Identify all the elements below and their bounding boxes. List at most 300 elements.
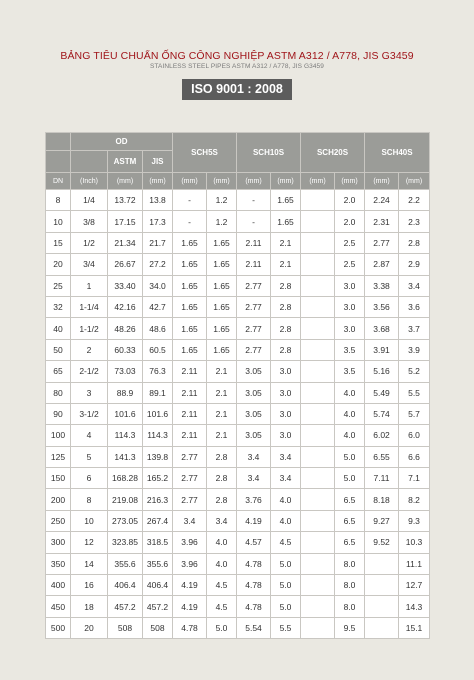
table-cell: 4.19	[173, 596, 207, 617]
table-cell: 7.11	[365, 468, 399, 489]
table-row	[46, 403, 430, 424]
table-cell: 48.26	[108, 318, 143, 339]
table-cell: 3.38	[365, 275, 399, 296]
table-cell: 3.68	[365, 318, 399, 339]
table-cell: 4.0	[271, 489, 301, 510]
table-cell: 5	[71, 446, 108, 467]
table-cell: 9.27	[365, 510, 399, 531]
table-cell: 165.2	[143, 468, 173, 489]
table-cell: 508	[143, 617, 173, 638]
table-cell: 3.56	[365, 296, 399, 317]
table-cell: 48.6	[143, 318, 173, 339]
table-cell: 4.19	[237, 510, 271, 531]
table-cell: 500	[46, 617, 71, 638]
table-cell: 267.4	[143, 510, 173, 531]
table-cell: 10	[71, 510, 108, 531]
table-cell: 2.8	[271, 318, 301, 339]
table-cell	[301, 254, 335, 275]
unit-header-cell: (mm)	[207, 173, 237, 190]
table-cell: 3.4	[271, 446, 301, 467]
table-cell: 3.4	[237, 468, 271, 489]
table-cell: 2.77	[237, 339, 271, 360]
table-cell: 2.77	[237, 275, 271, 296]
table-cell: 2.8	[399, 232, 430, 253]
pipe-spec-table	[45, 132, 430, 639]
table-cell: 16	[71, 575, 108, 596]
table-cell: 15	[46, 232, 71, 253]
table-cell: 4.5	[271, 532, 301, 553]
table-cell: 7.1	[399, 468, 430, 489]
table-cell: 60.5	[143, 339, 173, 360]
table-cell: 2.87	[365, 254, 399, 275]
unit-header-cell: (mm)	[173, 173, 207, 190]
table-cell: 200	[46, 489, 71, 510]
table-cell: 3.5	[335, 361, 365, 382]
table-cell: 3.76	[237, 489, 271, 510]
table-cell: 2.8	[207, 446, 237, 467]
table-cell: 80	[46, 382, 71, 403]
table-cell: 20	[46, 254, 71, 275]
table-cell: 1.65	[173, 254, 207, 275]
table-cell: 150	[46, 468, 71, 489]
table-cell: 60.33	[108, 339, 143, 360]
table-cell: 3.4	[173, 510, 207, 531]
table-cell: 2	[71, 339, 108, 360]
table-cell: 4.78	[173, 617, 207, 638]
table-cell: 73.03	[108, 361, 143, 382]
table-cell: 8	[46, 190, 71, 211]
table-cell: 300	[46, 532, 71, 553]
unit-header-cell: (mm)	[108, 173, 143, 190]
table-cell: 2.1	[271, 254, 301, 275]
table-cell: 50	[46, 339, 71, 360]
table-row	[46, 468, 430, 489]
table-cell: 457.2	[143, 596, 173, 617]
table-row	[46, 339, 430, 360]
table-cell: 90	[46, 403, 71, 424]
table-cell: 3/8	[71, 211, 108, 232]
table-row	[46, 232, 430, 253]
table-cell: 355.6	[143, 553, 173, 574]
table-cell: 33.40	[108, 275, 143, 296]
table-cell: 2.9	[399, 254, 430, 275]
table-cell: 355.6	[108, 553, 143, 574]
table-cell: 4	[71, 425, 108, 446]
unit-header-cell: (mm)	[237, 173, 271, 190]
table-cell: 2.77	[365, 232, 399, 253]
table-cell: 8	[71, 489, 108, 510]
table-cell: 5.0	[271, 553, 301, 574]
table-row	[46, 489, 430, 510]
table-cell: 6.5	[335, 532, 365, 553]
table-cell: 12.7	[399, 575, 430, 596]
table-cell: 3.0	[271, 403, 301, 424]
table-cell: 1.65	[271, 211, 301, 232]
table-cell: 10	[46, 211, 71, 232]
table-cell	[301, 425, 335, 446]
header-blank-cell	[46, 133, 71, 151]
unit-header-cell: (mm)	[365, 173, 399, 190]
table-cell: 100	[46, 425, 71, 446]
table-cell: 8.0	[335, 553, 365, 574]
table-cell: 3.4	[399, 275, 430, 296]
table-cell: 6.5	[335, 489, 365, 510]
table-cell: 1.65	[173, 296, 207, 317]
table-cell: 3.91	[365, 339, 399, 360]
table-cell	[365, 617, 399, 638]
table-cell: 17.3	[143, 211, 173, 232]
table-cell	[301, 339, 335, 360]
table-cell: 8.0	[335, 596, 365, 617]
table-cell: 2.8	[271, 296, 301, 317]
table-cell	[301, 275, 335, 296]
table-cell: 4.78	[237, 553, 271, 574]
table-cell: 2.5	[335, 232, 365, 253]
table-cell	[301, 446, 335, 467]
unit-header-cell: (mm)	[335, 173, 365, 190]
table-cell: 4.0	[207, 553, 237, 574]
table-cell: 3.4	[237, 446, 271, 467]
table-cell: 2.24	[365, 190, 399, 211]
table-cell: 18	[71, 596, 108, 617]
table-cell: 2.11	[173, 361, 207, 382]
table-cell: 14.3	[399, 596, 430, 617]
table-cell: 2.31	[365, 211, 399, 232]
table-cell: 219.08	[108, 489, 143, 510]
table-cell: 2.3	[399, 211, 430, 232]
header-sch5s: SCH5S	[173, 133, 237, 173]
table-cell: 2.1	[207, 403, 237, 424]
table-cell: 21.7	[143, 232, 173, 253]
table-cell: 9.5	[335, 617, 365, 638]
table-cell: 4.0	[335, 425, 365, 446]
table-cell: 168.28	[108, 468, 143, 489]
table-cell: 4.57	[237, 532, 271, 553]
table-cell: 32	[46, 296, 71, 317]
table-cell: 8.18	[365, 489, 399, 510]
page-subtitle: STAINLESS STEEL PIPES ASTM A312 / A778, JIS G3459	[150, 63, 324, 70]
table-cell: 2.11	[237, 254, 271, 275]
table-cell: 1.65	[173, 318, 207, 339]
table-row	[46, 596, 430, 617]
table-cell: 1-1/2	[71, 318, 108, 339]
table-cell: 318.5	[143, 532, 173, 553]
table-row	[46, 318, 430, 339]
table-cell: 5.0	[271, 596, 301, 617]
table-cell: 2.2	[399, 190, 430, 211]
table-cell: 457.2	[108, 596, 143, 617]
header-sch10s: SCH10S	[237, 133, 301, 173]
table-cell: 42.7	[143, 296, 173, 317]
header-blank-cell	[46, 151, 71, 173]
table-cell: 1.65	[207, 232, 237, 253]
table-cell: 5.0	[207, 617, 237, 638]
table-cell: 114.3	[108, 425, 143, 446]
table-cell: 5.74	[365, 403, 399, 424]
table-cell: 3.0	[271, 382, 301, 403]
table-cell: 101.6	[143, 403, 173, 424]
table-cell: 1.2	[207, 211, 237, 232]
table-cell	[301, 468, 335, 489]
table-body	[46, 190, 430, 639]
table-row	[46, 382, 430, 403]
table-cell: 5.5	[399, 382, 430, 403]
table-cell	[301, 361, 335, 382]
table-cell: 406.4	[143, 575, 173, 596]
table-cell: -	[237, 211, 271, 232]
table-group-header-row	[46, 133, 430, 151]
table-cell: 5.16	[365, 361, 399, 382]
table-cell: 5.0	[335, 468, 365, 489]
table-cell: 1	[71, 275, 108, 296]
table-cell	[301, 211, 335, 232]
table-cell: 3.96	[173, 553, 207, 574]
table-cell: 3.96	[173, 532, 207, 553]
table-cell: 17.15	[108, 211, 143, 232]
table-cell: 14	[71, 553, 108, 574]
table-cell: 3.0	[335, 275, 365, 296]
table-cell: 26.67	[108, 254, 143, 275]
table-cell	[301, 510, 335, 531]
table-cell: 5.2	[399, 361, 430, 382]
table-cell: 3.4	[271, 468, 301, 489]
table-cell: 89.1	[143, 382, 173, 403]
table-cell: 20	[71, 617, 108, 638]
table-cell: 4.5	[207, 575, 237, 596]
table-cell: 9.3	[399, 510, 430, 531]
table-cell: 40	[46, 318, 71, 339]
table-row	[46, 361, 430, 382]
table-cell: 2.8	[207, 489, 237, 510]
table-cell	[301, 232, 335, 253]
table-cell: 1.2	[207, 190, 237, 211]
table-cell: 8.0	[335, 575, 365, 596]
table-row	[46, 275, 430, 296]
table-cell: 1.65	[207, 296, 237, 317]
table-cell: 15.1	[399, 617, 430, 638]
table-cell: 2.77	[173, 489, 207, 510]
table-cell: 9.52	[365, 532, 399, 553]
table-cell: 141.3	[108, 446, 143, 467]
table-cell: 25	[46, 275, 71, 296]
table-cell: 42.16	[108, 296, 143, 317]
table-cell: 1/4	[71, 190, 108, 211]
table-cell: 10.3	[399, 532, 430, 553]
table-cell: 6	[71, 468, 108, 489]
table-cell: 3.5	[335, 339, 365, 360]
unit-header-cell: (mm)	[301, 173, 335, 190]
table-cell: 34.0	[143, 275, 173, 296]
table-cell: 2.77	[173, 468, 207, 489]
table-cell: 4.0	[335, 382, 365, 403]
table-cell	[301, 553, 335, 574]
table-cell: 2.1	[207, 382, 237, 403]
table-cell: 2.77	[173, 446, 207, 467]
header-od-astm: ASTM	[108, 151, 143, 173]
table-cell	[301, 596, 335, 617]
table-cell	[301, 318, 335, 339]
table-unit-header-row	[46, 173, 430, 190]
table-row	[46, 254, 430, 275]
table-cell	[365, 596, 399, 617]
table-cell: 2.1	[271, 232, 301, 253]
table-row	[46, 575, 430, 596]
table-cell: 1.65	[173, 232, 207, 253]
unit-header-cell: (mm)	[399, 173, 430, 190]
table-cell: 76.3	[143, 361, 173, 382]
table-cell: 3.6	[399, 296, 430, 317]
table-cell	[365, 575, 399, 596]
unit-header-cell: (mm)	[271, 173, 301, 190]
table-cell: 114.3	[143, 425, 173, 446]
table-cell: 6.5	[335, 510, 365, 531]
table-cell: -	[173, 190, 207, 211]
table-cell: 6.02	[365, 425, 399, 446]
table-cell: 6.6	[399, 446, 430, 467]
table-cell: 5.5	[271, 617, 301, 638]
table-cell: 27.2	[143, 254, 173, 275]
table-cell: 13.8	[143, 190, 173, 211]
table-row	[46, 211, 430, 232]
table-cell: 12	[71, 532, 108, 553]
table-cell: 2.11	[173, 403, 207, 424]
unit-header-cell: (mm)	[143, 173, 173, 190]
table-cell: 88.9	[108, 382, 143, 403]
table-cell: 2.1	[207, 425, 237, 446]
table-cell: 350	[46, 553, 71, 574]
table-cell: 3-1/2	[71, 403, 108, 424]
table-cell: 2.8	[207, 468, 237, 489]
header-od-jis: JIS	[143, 151, 173, 173]
table-cell: 3.4	[207, 510, 237, 531]
table-cell: 323.85	[108, 532, 143, 553]
unit-header-cell: (Inch)	[71, 173, 108, 190]
table-cell	[365, 553, 399, 574]
header-sch40s: SCH40S	[365, 133, 430, 173]
table-cell: 450	[46, 596, 71, 617]
table-cell: 3.0	[335, 318, 365, 339]
table-cell: 2.11	[173, 425, 207, 446]
table-cell: 2.1	[207, 361, 237, 382]
table-cell: 1.65	[271, 190, 301, 211]
table-cell: 273.05	[108, 510, 143, 531]
table-cell: 3.9	[399, 339, 430, 360]
table-cell: 125	[46, 446, 71, 467]
table-cell	[301, 190, 335, 211]
table-cell: 1-1/4	[71, 296, 108, 317]
table-cell: 2.11	[173, 382, 207, 403]
table-cell: 2.0	[335, 211, 365, 232]
table-cell: 3.0	[271, 425, 301, 446]
table-cell: 5.0	[271, 575, 301, 596]
table-cell: 3.7	[399, 318, 430, 339]
table-cell: 4.78	[237, 575, 271, 596]
table-cell: -	[237, 190, 271, 211]
table-row	[46, 425, 430, 446]
table-cell: 4.0	[207, 532, 237, 553]
table-cell: 2.8	[271, 275, 301, 296]
table-cell: 139.8	[143, 446, 173, 467]
table-cell: 2.77	[237, 318, 271, 339]
table-row	[46, 296, 430, 317]
table-cell: 5.54	[237, 617, 271, 638]
table-cell: 3/4	[71, 254, 108, 275]
table-cell: 2.11	[237, 232, 271, 253]
table-cell: 5.49	[365, 382, 399, 403]
table-cell: 3.05	[237, 382, 271, 403]
table-cell: 2.5	[335, 254, 365, 275]
table-cell: 1.65	[207, 254, 237, 275]
table-cell: 3.05	[237, 361, 271, 382]
table-cell: 6.55	[365, 446, 399, 467]
table-cell: 21.34	[108, 232, 143, 253]
table-row	[46, 510, 430, 531]
page-title: BẢNG TIÊU CHUẨN ỐNG CÔNG NGHIỆP ASTM A312 / A778, JIS G3459	[60, 50, 414, 62]
table-row	[46, 553, 430, 574]
table-cell: 2.0	[335, 190, 365, 211]
header-blank-cell	[71, 151, 108, 173]
table-cell	[301, 575, 335, 596]
table-cell	[301, 489, 335, 510]
iso-certification-badge: ISO 9001 : 2008	[182, 79, 292, 100]
table-cell	[301, 532, 335, 553]
table-cell	[301, 296, 335, 317]
table-cell: 3.05	[237, 425, 271, 446]
table-cell: 2.77	[237, 296, 271, 317]
table-cell: 1.65	[173, 275, 207, 296]
table-cell: 101.6	[108, 403, 143, 424]
table-cell: 8.2	[399, 489, 430, 510]
table-cell: 3.0	[335, 296, 365, 317]
table-row	[46, 532, 430, 553]
table-cell: 4.0	[271, 510, 301, 531]
unit-header-cell: DN	[46, 173, 71, 190]
table-cell: 5.7	[399, 403, 430, 424]
table-cell: 2-1/2	[71, 361, 108, 382]
table-cell: 4.5	[207, 596, 237, 617]
table-cell: 1.65	[207, 339, 237, 360]
table-cell: 1.65	[207, 275, 237, 296]
table-cell: 216.3	[143, 489, 173, 510]
table-cell	[301, 617, 335, 638]
table-cell: 65	[46, 361, 71, 382]
table-cell: 400	[46, 575, 71, 596]
table-cell: 5.0	[335, 446, 365, 467]
table-cell	[301, 382, 335, 403]
table-row	[46, 617, 430, 638]
table-cell: 1/2	[71, 232, 108, 253]
table-cell: -	[173, 211, 207, 232]
table-cell: 406.4	[108, 575, 143, 596]
table-cell: 1.65	[173, 339, 207, 360]
table-cell: 1.65	[207, 318, 237, 339]
table-cell: 3.0	[271, 361, 301, 382]
table-cell: 3	[71, 382, 108, 403]
table-cell: 2.8	[271, 339, 301, 360]
table-cell: 508	[108, 617, 143, 638]
table-cell: 6.0	[399, 425, 430, 446]
header-od: OD	[71, 133, 173, 151]
table-cell	[301, 403, 335, 424]
table-cell: 11.1	[399, 553, 430, 574]
table-cell: 4.0	[335, 403, 365, 424]
table-row	[46, 446, 430, 467]
table-cell: 3.05	[237, 403, 271, 424]
table-cell: 13.72	[108, 190, 143, 211]
table-cell: 4.19	[173, 575, 207, 596]
table-row	[46, 190, 430, 211]
table-cell: 250	[46, 510, 71, 531]
